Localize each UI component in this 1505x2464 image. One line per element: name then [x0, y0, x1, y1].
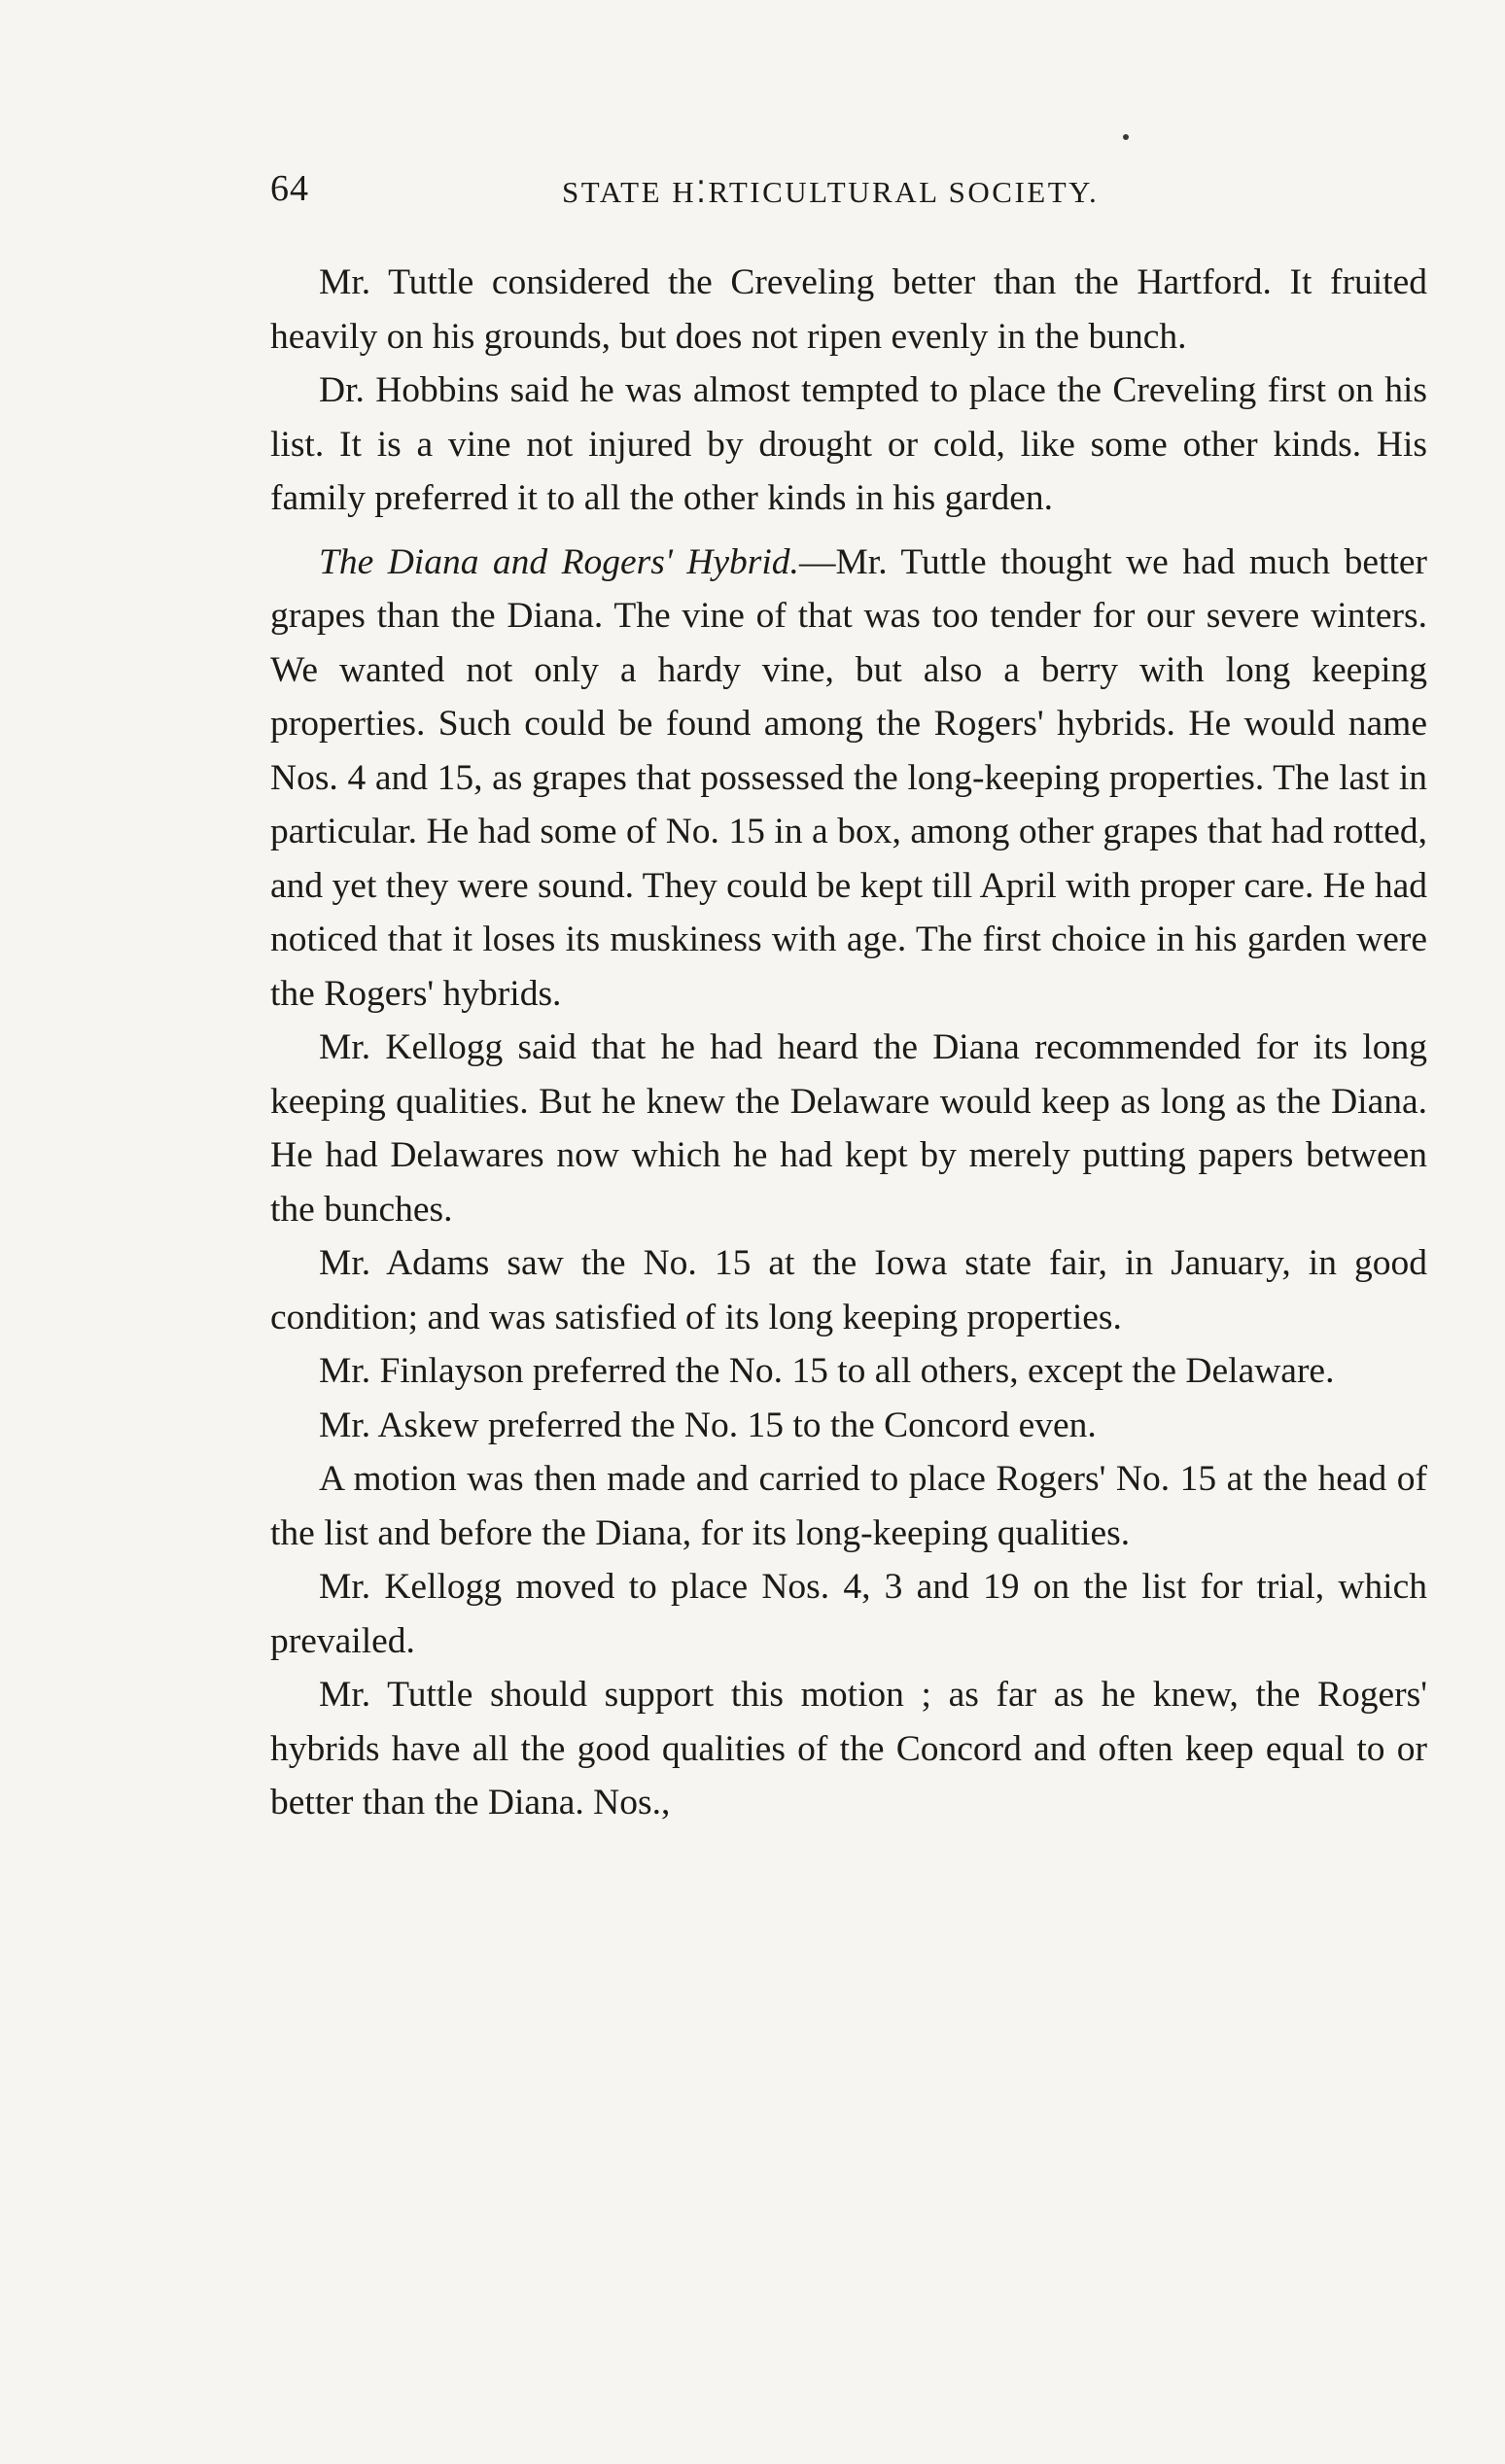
page-header	[270, 167, 1242, 216]
paragraph	[270, 256, 1427, 364]
paragraph	[270, 1668, 1427, 1830]
paragraph-text: Mr. Adams saw the No. 15 at the Iowa state fair, in January, in good condition; and was satisfied of its long keeping properties.	[270, 1243, 1427, 1337]
paragraph	[270, 536, 1427, 1022]
paragraph	[270, 1399, 1427, 1453]
paragraph	[270, 1021, 1427, 1236]
section-heading: The Diana and Rogers' Hybrid.	[319, 541, 799, 582]
paragraph-text: Mr. Kellogg said that he had heard the Diana recommended for its long keeping qualities. But he knew the Delaware would keep as long as the Diana. He had Delawares now which he had kept by merely putting papers between the bunches.	[270, 1027, 1427, 1230]
paragraph-text: Mr. Tuttle considered the Creveling better than the Hartford. It fruited heavily on his grounds, but does not ripen evenly in the bunch.	[270, 262, 1427, 357]
paragraph-text: Mr. Tuttle should support this motion ; as far as he knew, the Rogers' hybrids have all the good qualities of the Concord and often keep equal to or better than the Diana. Nos.,	[270, 1675, 1427, 1822]
page-number: 64	[270, 168, 309, 209]
paragraph	[270, 1560, 1427, 1668]
paragraph-text: Mr. Kellogg moved to place Nos. 4, 3 and 19 on the list for trial, which prevailed.	[270, 1567, 1427, 1661]
paragraph-text: Mr. Askew preferred the No. 15 to the Concord even.	[319, 1405, 1097, 1445]
running-head: STATE H⁚RTICULTURAL SOCIETY.	[562, 175, 1100, 209]
paragraph-text: A motion was then made and carried to place Rogers' No. 15 at the head of the list and before the Diana, for its long-keeping qualities.	[270, 1459, 1427, 1553]
paragraph	[270, 364, 1427, 526]
paragraph-text: —Mr. Tuttle thought we had much better grapes than the Diana. The vine of that was too tender for our severe winters. We wanted not only a hardy vine, but also a berry with long keeping properties. Such could be found among the Rogers' hybrids. He would name Nos. 4 and 15, as grapes that possessed the long-keeping properties. The last in particular. He had some of No. 15 in a box, among other grapes that had rotted, and yet they were sound. They could be kept till April with proper care. He had noticed that it loses its muskiness with age. The first choice in his garden were the Rogers' hybrids.	[270, 541, 1427, 1014]
paragraph-text: Dr. Hobbins said he was almost tempted to place the Creveling first on his list. It is a vine not injured by drought or cold, like some other kinds. His family preferred it to all the other kinds in his garden.	[270, 370, 1427, 518]
body-text	[270, 256, 1427, 1830]
paragraph-text: Mr. Finlayson preferred the No. 15 to all others, except the Delaware.	[319, 1351, 1335, 1391]
paragraph	[270, 1236, 1427, 1344]
paragraph	[270, 1452, 1427, 1560]
print-speck	[1123, 134, 1129, 140]
paragraph	[270, 1344, 1427, 1399]
